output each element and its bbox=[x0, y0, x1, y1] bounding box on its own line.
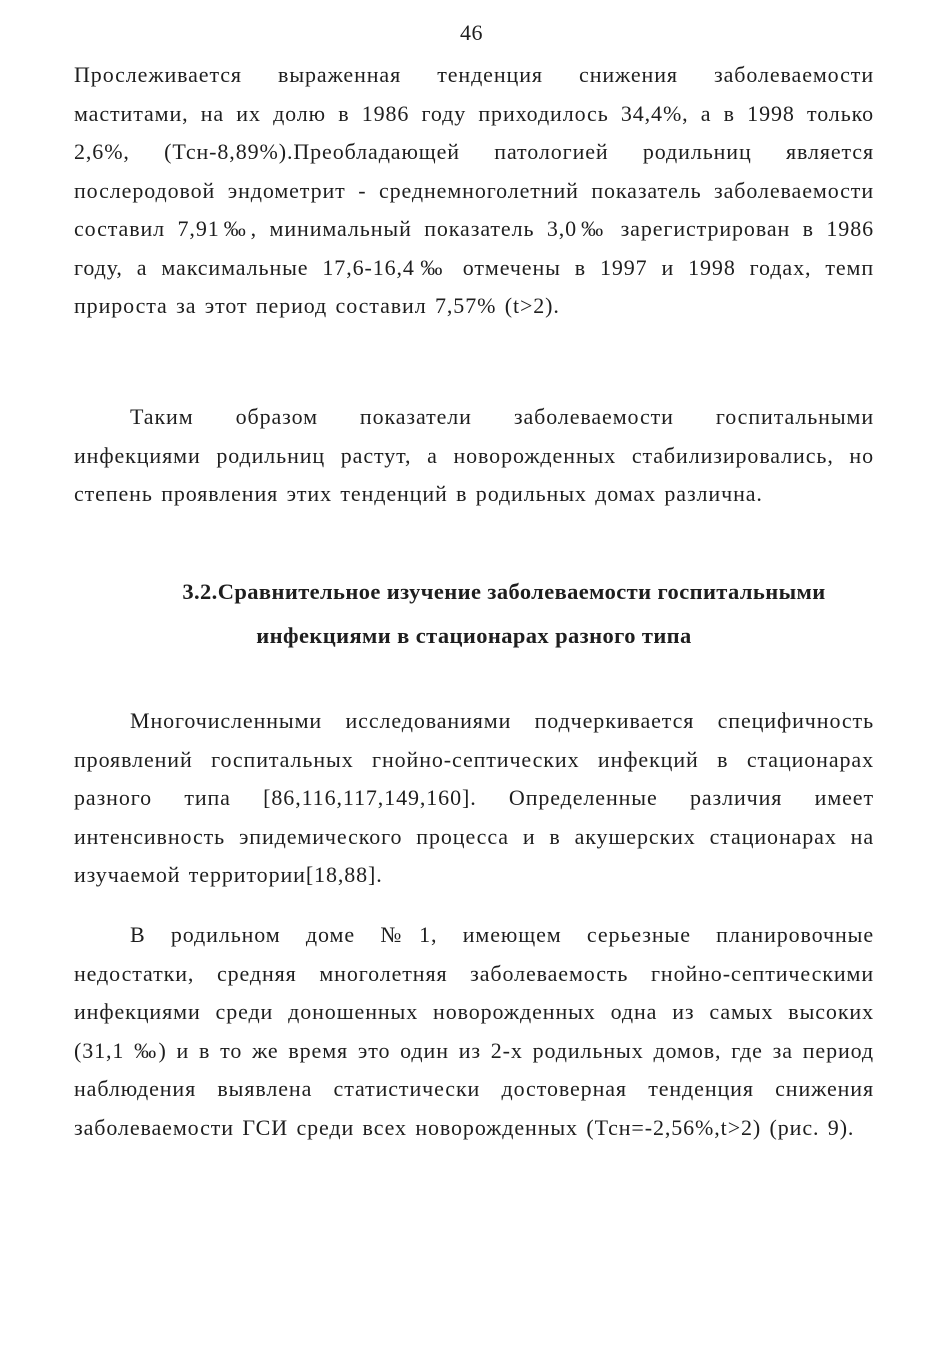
paragraph-mastitis-trend: Прослеживается выраженная тенденция снижения заболеваемости маститами, на их долю в 1986 году приходилось 34,4%, а в 1998 только 2,6%, (Тсн-8,89%).Преобладающей патологией родильниц является послеродовой эндометрит - среднемноголетний показатель заболеваемости составил 7,91‰, минимальный показатель 3,0‰ зарегистрирован в 1986 году, а максимальные 17,6-16,4‰ отмечены в 1997 и 1998 годах, темп прироста за этот период составил 7,57% (t>2). bbox=[74, 62, 874, 318]
section-heading-line-1: 3.2.Сравнительное изучение заболеваемости госпитальными bbox=[182, 579, 826, 604]
page-number: 46 bbox=[460, 20, 483, 45]
section-heading bbox=[74, 570, 874, 658]
paragraph-maternity-home-1: В родильном доме №1, имеющем серьезные планировочные недостатки, средняя многолетняя заболеваемость гнойно-септическими инфекциями среди доношенных новорожденных одна из самых высоких (31,1 ‰) и в то же время это один из 2-х родильных домов, где за период наблюдения выявлена статистически достоверная тенденция снижения заболеваемости ГСИ среди всех новорожденных (Тсн=-2,56%,t>2) (рис. 9). bbox=[74, 922, 874, 1140]
section-heading-line-2: инфекциями в стационарах разного типа bbox=[256, 623, 692, 648]
paragraph-conclusion: Таким образом показатели заболеваемости госпитальными инфекциями родильниц растут, а новорожденных стабилизировались, но степень проявления этих тенденций в родильных домах различна. bbox=[74, 404, 874, 506]
paragraph-research-specificity: Многочисленными исследованиями подчеркивается специфичность проявлений госпитальных гнойно-септических инфекций в стационарах разного типа [86,116,117,149,160]. Определенные различия имеет интенсивность эпидемического процесса и в акушерских стационарах на изучаемой территории[18,88]. bbox=[74, 708, 874, 887]
